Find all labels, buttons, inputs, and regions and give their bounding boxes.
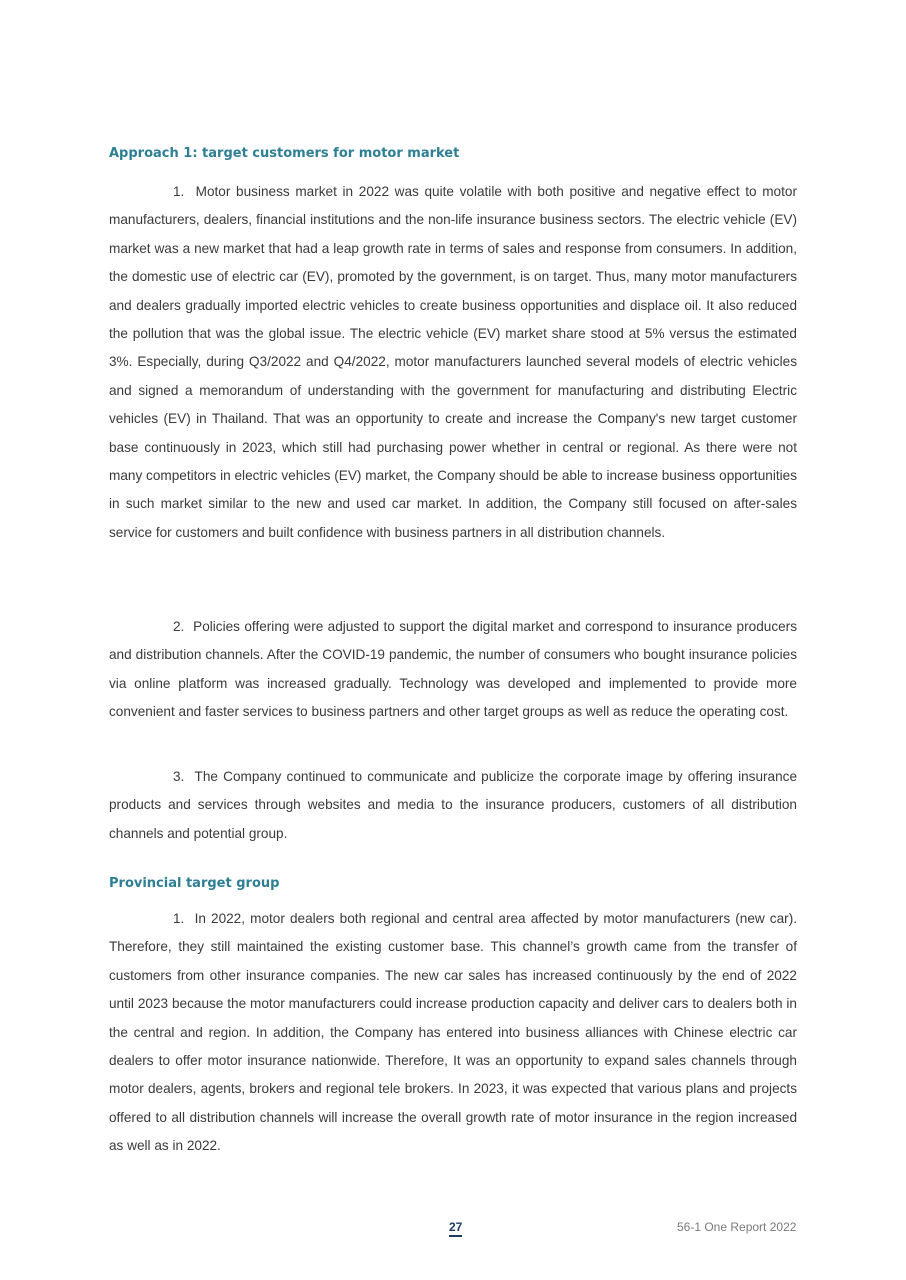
paragraph-text: The Company continued to communicate and publicize the corporate image by offering insurance products and services through websites and media to the insurance producers, customers of all distribution channels and potential group. xyxy=(109,769,798,841)
page-number: 27 xyxy=(449,1220,462,1237)
list-number: 1. xyxy=(173,911,185,926)
paragraph-approach-1-item-2 xyxy=(109,613,797,727)
paragraph-approach-1-item-3 xyxy=(109,763,797,848)
paragraph-provincial-item-1 xyxy=(109,905,797,1161)
list-number: 2. xyxy=(173,619,185,634)
paragraph-text: Policies offering were adjusted to support the digital market and correspond to insurance producers and distribution channels. After the COVID-19 pandemic, the number of consumers who bought insurance policies via online platform was increased gradually. Technology was developed and implemented to provide more convenient and faster services to business partners and other target groups as well as reduce the operating cost. xyxy=(109,619,797,720)
report-title: 56-1 One Report 2022 xyxy=(677,1220,797,1234)
section-heading-approach-1: Approach 1: target customers for motor market xyxy=(109,146,460,161)
list-number: 3. xyxy=(173,769,185,784)
paragraph-text: In 2022, motor dealers both regional and central area affected by motor manufacturers (new car). Therefore, they still maintained the existing customer base. This channel’s growth came from the transfer of customers from other insurance companies. The new car sales has increased continuously by the end of 2022 until 2023 because the motor manufacturers could increase production capacity and deliver cars to dealers both in the central and region. In addition, the Company has entered into business alliances with Chinese electric car dealers to offer motor insurance nationwide. Therefore, It was an opportunity to expand sales channels through motor dealers, agents, brokers and regional tele brokers. In 2023, it was expected that various plans and projects offered to all distribution channels will increase the overall growth rate of motor insurance in the region increased as well as in 2022. xyxy=(109,911,797,1154)
list-number: 1. xyxy=(173,184,185,199)
section-heading-provincial-target-group: Provincial target group xyxy=(109,876,280,891)
paragraph-text: Motor business market in 2022 was quite volatile with both positive and negative effect to motor manufacturers, dealers, financial institutions and the non-life insurance business sectors. The electric vehicle (EV) market was a new market that had a leap growth rate in terms of sales and response from consumers. In addition, the domestic use of electric car (EV), promoted by the government, is on target. Thus, many motor manufacturers and dealers gradually imported electric vehicles to create business opportunities and displace oil. It also reduced the pollution that was the global issue. The electric vehicle (EV) market share stood at 5% versus the estimated 3%. Especially, during Q3/2022 and Q4/2022, motor manufacturers launched several models of electric vehicles and signed a memorandum of understanding with the government for manufacturing and distributing Electric vehicles (EV) in Thailand. That was an opportunity to create and increase the Company's new target customer base continuously in 2023, which still had purchasing power whether in central or regional. As there were not many competitors in electric vehicles (EV) market, the Company should be able to increase business opportunities in such market similar to the new and used car market. In addition, the Company still focused on after-sales service for customers and built confidence with business partners in all distribution channels. xyxy=(109,184,797,540)
paragraph-approach-1-item-1 xyxy=(109,178,797,547)
